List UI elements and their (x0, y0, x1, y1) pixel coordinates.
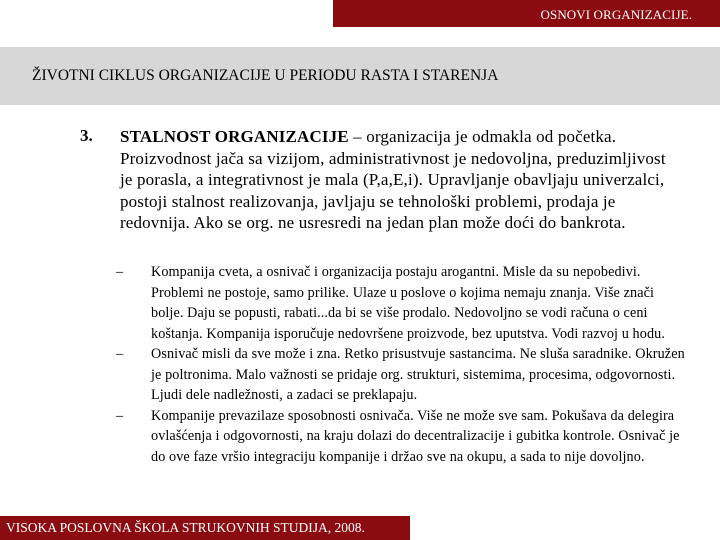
slide-title: ŽIVOTNI CIKLUS ORGANIZACIJE U PERIODU RASTA I STARENJA (32, 67, 499, 84)
footer-banner-text: VISOKA POSLOVNA ŠKOLA STRUKOVNIH STUDIJA, 2008. (6, 520, 365, 535)
list-item (110, 262, 690, 344)
main-paragraph (120, 126, 680, 234)
header-banner-text: OSNOVI ORGANIZACIJE. (540, 7, 692, 22)
title-band (0, 47, 720, 105)
sub-bullet-list (110, 262, 690, 467)
footer-banner (0, 516, 410, 540)
list-item-text: Kompanije prevazilaze sposobnosti osnivača. Više ne može sve sam. Pokušava da delegira ovlašćenja i odgovornosti, na kraju dolazi do decentralizacije i gubitka kontrole. Osnivač je do ove faze vršio integraciju kompanije i držao sve na okupu, a sada to nije dovoljno. (151, 407, 680, 465)
dash-marker: – (116, 346, 124, 362)
main-lead: STALNOST ORGANIZACIJE (120, 127, 349, 146)
dash-marker: – (116, 407, 124, 424)
list-item-text: Osnivač misli da sve može i zna. Retko prisustvuje sastancima. Ne sluša saradnike. Okružen je poltronima. Malo važnosti se pridaje org. strukturi, sistemima, procesima, odgovornosti. Ljudi dele nadležnosti, a zadaci se preklapaju. (151, 346, 685, 403)
main-body: – organizacija je odmakla od početka. Proizvodnost jača sa vizijom, administrativnost je nedovoljna, preduzimljivost je porasla, a integrativnost je mala (P,a,E,i). Upravljanje obavljaju univerzalci, postoji stalnost realizovanja, javljaju se tehnološki problemi, prodaja je redovnija. Ako se org. ne usresredi na jedan plan može doći do bankrota. (120, 127, 666, 232)
header-banner (333, 0, 720, 27)
item-number: 3. (80, 126, 93, 145)
dash-marker: – (116, 264, 124, 280)
list-item (110, 406, 690, 468)
list-item (110, 344, 690, 406)
list-item-text: Kompanija cveta, a osnivač i organizacija postaju arogantni. Misle da su nepobedivi. Problemi ne postoje, samo prilike. Ulaze u poslove o kojima nemaju znanja. Više znači bolje. Daju se popusti, rabati...da bi se više prodalo. Nedovoljno se vodi računa o ceni koštanja. Kompanija isporučuje nedovršene proizvode, bez uputstva. Vodi razvoj u hodu. (151, 264, 665, 342)
